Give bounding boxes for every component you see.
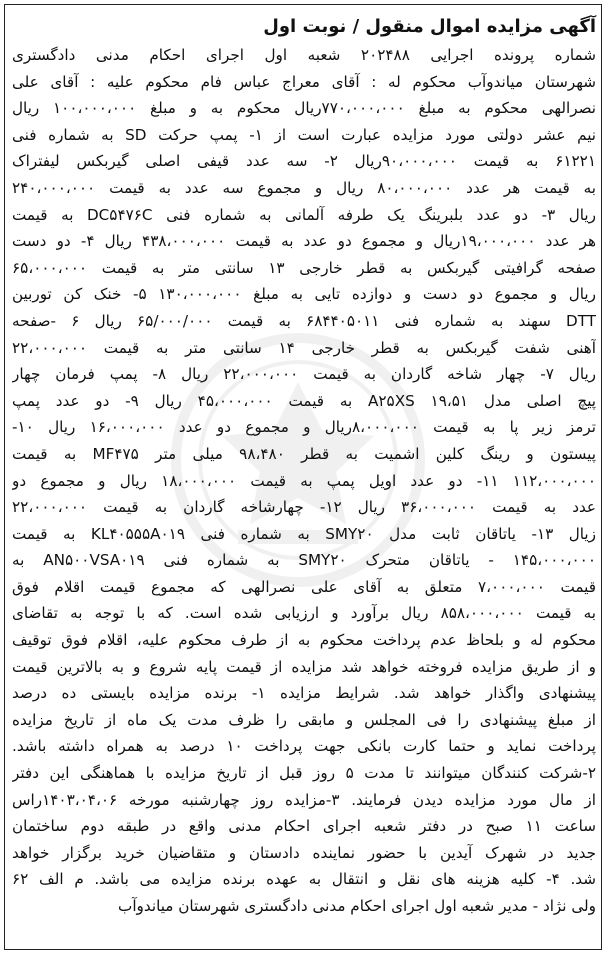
notice-title: آگهی مزایده اموال منقول / نوبت اول (263, 16, 596, 37)
notice-line: آهنی شفت گیربکس به قطر خارجی ۱۴ سانتی متر به قیمت ۲۲،۰۰۰،۰۰۰ (12, 338, 596, 357)
notice-line: پیستون و رینگ کلین اشمیت به قطر ۹۸،۴۸۰ میلی متر MF۴۷۵ به قیمت (12, 444, 596, 463)
notice-line: ۱۴۵،۰۰۰،۰۰۰ - یاتاقان متحرک SMY۲۰ به شماره فنی AN۵۰۰VSA۰۱۹ به (12, 551, 596, 570)
notice-body (12, 14, 596, 920)
notice-line: عدد به قیمت ۳۶،۰۰۰،۰۰۰ ریال ۱۲- چهارشاخه گاردان به قیمت ۲۲،۰۰۰،۰۰۰ (12, 498, 596, 517)
notice-line: شد. ۴- کلیه هزینه های نقل و انتقال به عهده برنده مزایده می باشد. م الف ۶۲ (12, 870, 596, 889)
notice-line: ۶۱۲۲۱ به قیمت ۹۰،۰۰۰،۰۰۰ریال ۲- سه عدد قیفی اصلی گیربکس لیفتراک (12, 152, 596, 171)
notice-line: DTT سهند به شماره فنی ۶۸۴۴۰۵۰۱۱ به قیمت ۶۵/۰۰۰/۰۰۰ ریال ۶ -صفحه (12, 311, 596, 330)
notice-line: ریال ۳- دو عدد بلبرینگ یک طرفه آلمانی به شماره فنی DC۵۴۷۶C به قیمت (12, 205, 596, 224)
notice-line: پیشنهادی واگذار خواهد شد. شرایط مزایده ۱- برنده مزایده بایستی ده درصد (12, 684, 596, 703)
notice-line: زیال ۱۳- یاتاقان ثابت مدل SMY۲۰ به شماره فنی KL۴۰۵۵۵A۰۱۹ به قیمت (12, 524, 596, 543)
notice-line: شماره پرونده اجرایی ۲۰۲۴۸۸ شعبه اول اجرای احکام مدنی دادگستری (12, 46, 596, 64)
notice-line: محکوم له و بلحاظ عدم پرداخت محکوم به از طرف محکوم علیه، اقلام فوق توقیف (12, 631, 596, 650)
notice-line: به قیمت ۸۵۸،۰۰۰،۰۰۰ ریال برآورد و ارزیابی شده است. که با توجه به تقاضای (12, 604, 596, 623)
notice-line: به قیمت هر عدد ۸۰،۰۰۰،۰۰۰ ریال و مجموع سه عدد به قیمت ۲۴۰،۰۰۰،۰۰۰ (12, 178, 596, 197)
notice-text (12, 42, 596, 920)
notice-line: ریال ۷- چهار شاخه گاردان به قیمت ۲۲،۰۰۰،۰۰۰ ریال ۸- پمپ فرمان چهار (12, 365, 596, 384)
notice-line: ترمز زیر پا به قیمت ۸،۰۰۰،۰۰۰ریال و مجموع دو عدد ۱۶،۰۰۰،۰۰۰ ریال ۱۰- (12, 418, 596, 437)
notice-line: پرداخت نماید و حتما کارت بانکی جهت پرداخت ۱۰ درصد به همراه داشته باشد. (12, 737, 596, 756)
notice-line: از مال مورد مزایده دیدن فرمایند. ۳-مزایده روز چهارشنبه مورخه ۱۴۰۳،۰۴،۰۶راس (12, 790, 596, 809)
notice-line: ریال و مجموع دو دست و دوازده تایی به مبلغ ۱۳۰،۰۰۰،۰۰۰ ۵- خنک کن توربین (12, 285, 596, 304)
notice-line: نیم عشر دولتی مورد مزایده عبارت است از ۱- پمپ حرکت SD به شماره فنی (12, 125, 596, 144)
notice-line: ۲-شرکت کنندگان میتوانند تا مدت ۵ روز قبل از تاریخ مزایده با هماهنگی این دفتر (12, 764, 596, 783)
notice-line: قیمت ۷،۰۰۰،۰۰۰ متعلق به آقای علی نصرالهی که مجموع قیمت اقلام فوق (12, 577, 596, 596)
notice-line: هر عدد ۱۹،۰۰۰،۰۰۰ریال و مجموع دو عدد به قیمت ۴۳۸،۰۰۰،۰۰۰ ریال ۴- دو دست (12, 232, 596, 251)
notice-line: پیچ اصلی مدل ۱۹،۵۱ A۲۵XS به قیمت ۴۵،۰۰۰،۰۰۰ ریال ۹- دو عدد پمپ (12, 391, 596, 410)
notice-line: و از طریق مزایده فروخته خواهد شد مزایده از قیمت پایه شروع و به بالاترین قیمت (12, 657, 596, 676)
notice-line: صفحه گرافیتی گیربکس به قطر خارجی ۱۳ سانتی متر به قیمت ۶۵،۰۰۰،۰۰۰ (12, 258, 596, 277)
notice-line: ساعت ۱۱ صبح در دفتر شعبه اجرای احکام مدنی واقع در طبقه دوم ساختمان (12, 817, 596, 836)
notice-line: از مبلغ پیشنهادی را فی المجلس و مابقی را ظرف مدت یک ماه از تاریخ مزایده (12, 710, 596, 729)
notice-line: ولی نژاد - مدیر شعبه اول اجرای احکام مدنی دادگستری شهرستان میاندوآب (118, 897, 596, 915)
notice-line: ۱۱۲،۰۰۰،۰۰۰ ۱۱- دو عدد اویل پمپ به قیمت ۱۸،۰۰۰،۰۰۰ ریال و مجموع دو (12, 471, 596, 490)
notice-line: جدید در شهرک آیدین با حضور نماینده دادستان و متقاضیان خرید برگزار خواهد (12, 843, 596, 862)
notice-line: نصرالهی محکوم به مبلغ ۷۷۰،۰۰۰،۰۰۰ریال محکوم به و مبلغ ۱۰۰،۰۰۰،۰۰۰ ریال (12, 99, 596, 118)
notice-line: شهرستان میاندوآب محکوم له : آقای معراج عباس فام محکوم علیه : آقای علی (12, 72, 596, 91)
